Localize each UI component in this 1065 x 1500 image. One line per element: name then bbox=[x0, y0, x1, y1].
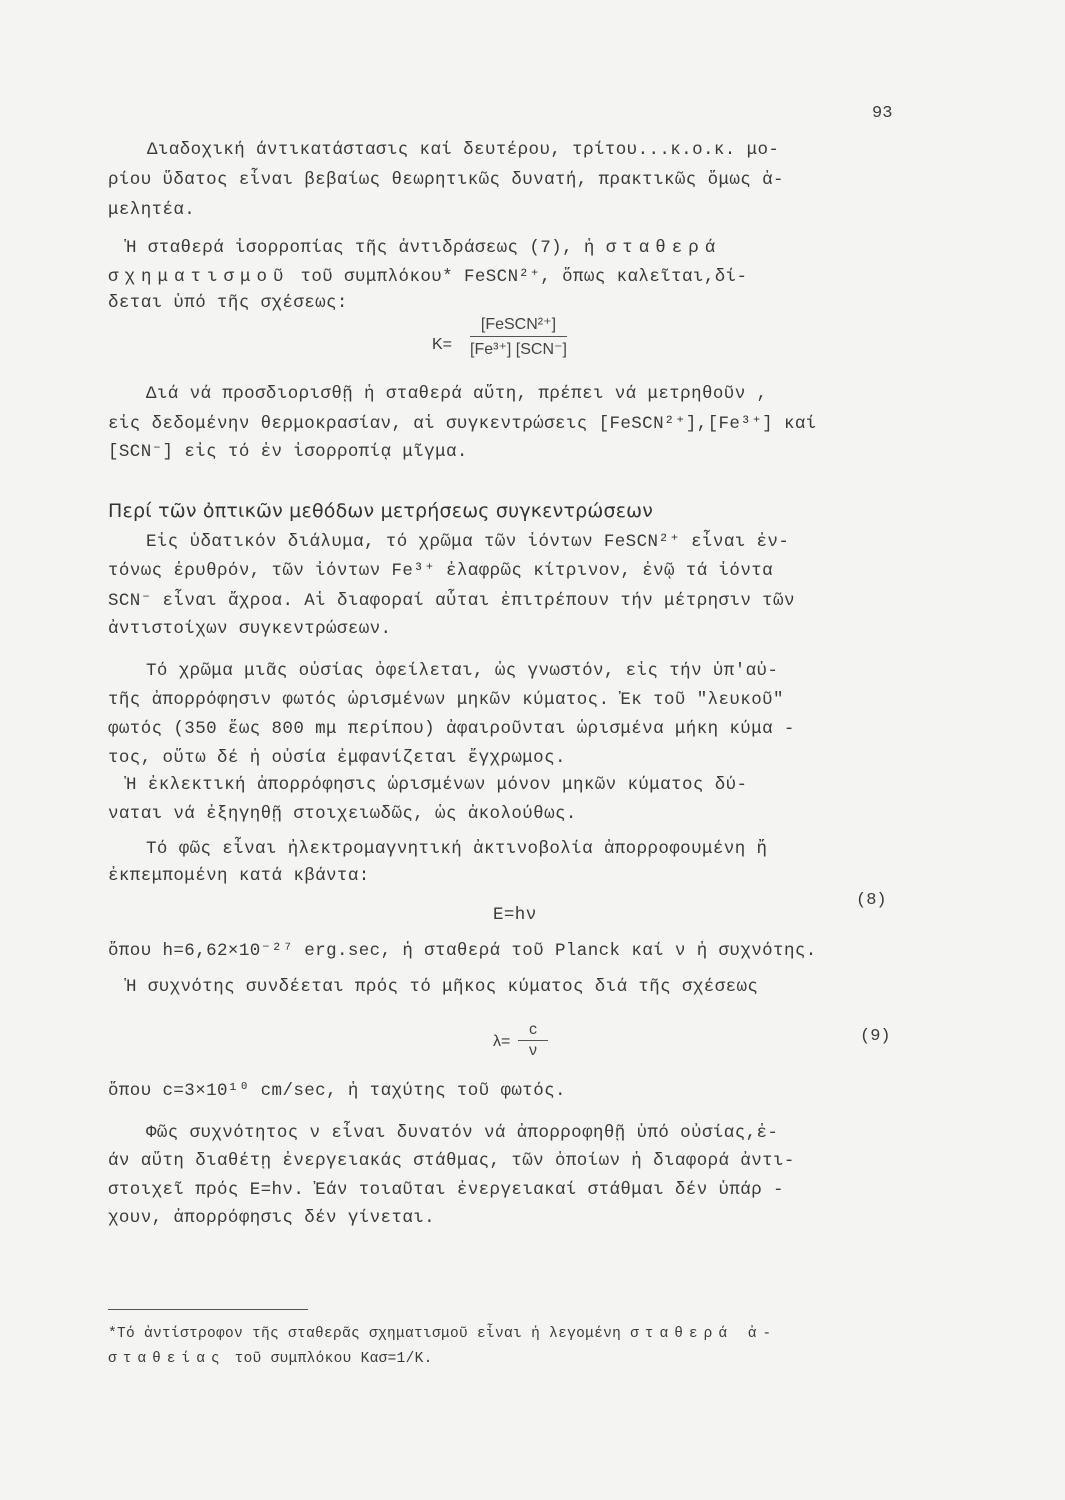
text-line: Φῶς συχνότητος ν εἶναι δυνατόν νά ἀπορροφηθῇ ὑπό οὐσίας,ἐ- bbox=[146, 1123, 779, 1143]
spaced-term: σταθερά bbox=[605, 238, 722, 258]
equation-8: E=hν bbox=[493, 905, 537, 925]
footnote-line: σταθείας τοῦ συμπλόκου Kασ=1/K. bbox=[108, 1351, 433, 1367]
text-line: Ἡ σταθερά ἰσορροπίας τῆς ἀντιδράσεως (7), ἡ σταθερά bbox=[126, 238, 722, 258]
equation-fraction bbox=[518, 1021, 548, 1060]
text-line: εἰς δεδομένην θερμοκρασίαν, αἱ συγκεντρώσεις [FeSCN²⁺],[Fe³⁺] καί bbox=[108, 414, 817, 434]
spaced-term: σχηματισμοῦ bbox=[108, 267, 290, 287]
text-line: φωτός (350 ἕως 800 mμ περίπου) ἀφαιροῦνται ὡρισμένα μήκη κύμα - bbox=[108, 719, 795, 739]
text-line: σχηματισμοῦ τοῦ συμπλόκου* FeSCN²⁺, ὅπως καλεῖται,δί- bbox=[108, 267, 748, 287]
equation-lhs: λ= bbox=[493, 1033, 511, 1050]
equation-fraction bbox=[470, 314, 567, 359]
text-line: τόνως ἐρυθρόν, τῶν ἰόντων Fe³⁺ ἐλαφρῶς κίτρινον, ἐνῷ τά ἰόντα bbox=[108, 561, 774, 581]
text-line: Εἰς ὑδατικόν διάλυμα, τό χρῶμα τῶν ἰόντων FeSCN²⁺ εἶναι ἐν- bbox=[146, 532, 790, 552]
text-line: ἐκπεμπομένη κατά κβάντα: bbox=[108, 866, 370, 886]
spaced-term: σταθείας bbox=[108, 1351, 226, 1367]
text-line: Τό χρῶμα μιᾶς οὐσίας ὀφείλεται, ὡς γνωστόν, εἰς τήν ὑπ'αὐ- bbox=[146, 661, 779, 681]
text-line: Ἡ συχνότης συνδέεται πρός τό μῆκος κύματος διά τῆς σχέσεως bbox=[126, 977, 759, 997]
text-line: στοιχεῖ πρός E=hν. Ἐάν τοιαῦται ἐνεργειακαί στάθμαι δέν ὑπάρ - bbox=[108, 1180, 784, 1200]
text-line: άν αὕτη διαθέτῃ ἐνεργειακάς στάθμας, τῶν ὁποίων ἡ διαφορά ἀντι- bbox=[108, 1151, 795, 1171]
text-line: μελητέα. bbox=[108, 200, 196, 220]
fraction-denominator: [Fe³⁺] [SCN⁻] bbox=[470, 341, 567, 358]
text-line: Ἡ ἐκλεκτική ἀπορρόφησις ὡρισμένων μόνον μηκῶν κύματος δύ- bbox=[126, 775, 748, 795]
fraction-numerator: c bbox=[529, 1021, 537, 1038]
text-line: ναται νά ἐξηγηθῇ στοιχειωδῶς, ὡς ἀκολούθως. bbox=[108, 804, 577, 824]
text-line: SCN⁻ εἶναι ἄχροα. Αἱ διαφοραί αὗται ἐπιτρέπουν τήν μέτρησιν τῶν bbox=[108, 591, 795, 611]
text-line: τῆς ἀπορρόφησιν φωτός ὡρισμένων μηκῶν κύματος. Ἐκ τοῦ "λευκοῦ" bbox=[108, 690, 784, 710]
spaced-term: σταθερά ἀ- bbox=[630, 1326, 778, 1342]
page-number: 93 bbox=[872, 104, 893, 123]
text-line: ἀντιστοίχων συγκεντρώσεων. bbox=[108, 619, 392, 639]
text-line: Τό φῶς εἶναι ἠλεκτρομαγνητική ἀκτινοβολία ἀπορροφουμένη ἤ bbox=[146, 839, 768, 859]
section-heading: Περί τῶν ὀπτικῶν μεθόδων μετρήσεως συγκεντρώσεων bbox=[108, 500, 654, 522]
text-line: δεται ὑπό τῆς σχέσεως: bbox=[108, 293, 348, 313]
text-line: [SCN⁻] εἰς τό ἐν ἰσορροπίᾳ μῖγμα. bbox=[108, 442, 468, 462]
footnote-line: *Τό ἀντίστροφον τῆς σταθερᾶς σχηματισμοῦ εἶναι ἡ λεγομένη σταθερά ἀ- bbox=[108, 1326, 778, 1342]
equation-lhs: K= bbox=[432, 336, 453, 353]
footnote-rule bbox=[108, 1309, 308, 1310]
text-line: τος, οὕτω δέ ἡ οὐσία ἐμφανίζεται ἔγχρωμος. bbox=[108, 748, 566, 768]
fraction-numerator: [FeSCN²⁺] bbox=[480, 316, 557, 333]
text-line: χουν, ἀπορρόφησις δέν γίνεται. bbox=[108, 1208, 436, 1228]
text-line: ὅπου c=3×10¹⁰ cm/sec, ἡ ταχύτης τοῦ φωτός. bbox=[108, 1081, 566, 1101]
text-line: Διά νά προσδιορισθῇ ἡ σταθερά αὕτη, πρέπει νά μετρηθοῦν , bbox=[146, 384, 768, 404]
equation-number: (8) bbox=[856, 891, 887, 910]
text-line: ρίου ὕδατος εἶναι βεβαίως θεωρητικῶς δυνατή, πρακτικῶς ὅμως ἀ- bbox=[108, 170, 784, 190]
text-line: ὅπου h=6,62×10⁻²⁷ erg.sec, ἡ σταθερά τοῦ Planck καί ν ἡ συχνότης. bbox=[108, 941, 817, 961]
text-line: Διαδοχική άντικατάστασις καί δευτέρου, τρίτου...κ.ο.κ. μο- bbox=[147, 140, 780, 160]
equation-number: (9) bbox=[860, 1027, 891, 1046]
fraction-denominator: ν bbox=[529, 1042, 537, 1059]
